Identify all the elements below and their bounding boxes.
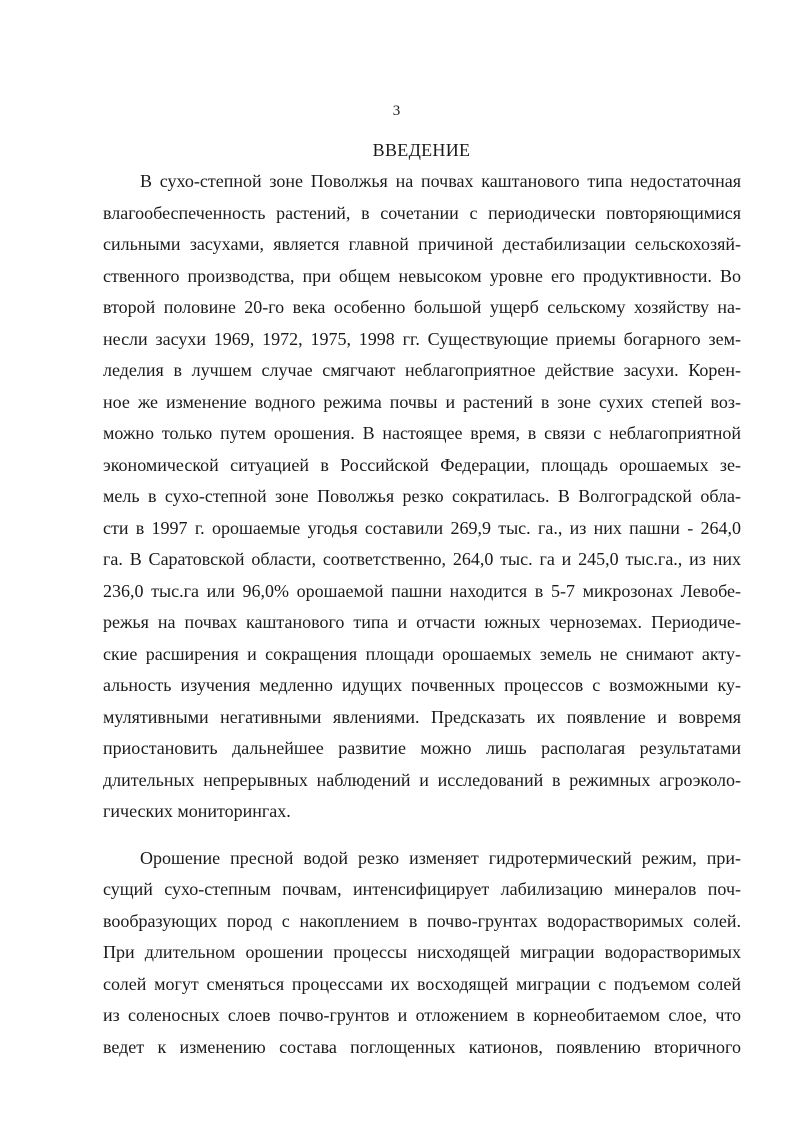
text-line: При длительном орошении процессы нисходящей миграции водорастворимых: [103, 942, 741, 962]
text-line: сильными засухами, является главной причиной дестабилизации сельскохозяй-: [103, 234, 741, 254]
text-line: леделия в лучшем случае смягчают неблагоприятное действие засухи. Корен-: [103, 360, 741, 380]
text-line: гических мониторингах.: [103, 801, 291, 821]
text-line: ведет к изменению состава поглощенных катионов, появлению вторичного: [103, 1036, 741, 1057]
paragraph-2: [103, 843, 741, 1064]
paragraph-1: [103, 166, 741, 828]
text-line: сущий сухо-степным почвам, интенсифицирует лабилизацию минералов поч-: [103, 879, 741, 899]
text-line: солей могут сменяться процессами их восходящей миграции с подъемом солей: [103, 973, 741, 994]
text-line: длительных непрерывных наблюдений и исследований в режимных агроэколо-: [103, 769, 741, 790]
text-line: второй половине 20-го века особенно большой ущерб сельскому хозяйству на-: [103, 297, 741, 317]
text-line: мель в сухо-степной зоне Поволжья резко сократилась. В Волгоградской обла-: [103, 486, 741, 506]
text-line: 236,0 тыс.га или 96,0% орошаемой пашни находится в 5-7 микрозонах Левобе-: [103, 580, 741, 601]
text-line: мулятивными негативными явлениями. Предсказать их появление и вовремя: [103, 706, 741, 727]
text-line: приостановить дальнейшее развитие можно лишь располагая результатами: [103, 738, 741, 758]
text-line: ственного производства, при общем невысоком уровне его продуктивности. Во: [103, 265, 741, 286]
text-line: несли засухи 1969, 1972, 1975, 1998 гг. Существующие приемы богарного зем-: [103, 328, 741, 349]
text-line: ские расширения и сокращения площади орошаемых земель не снимают акту-: [103, 643, 741, 664]
section-heading: ВВЕДЕНИЕ: [372, 140, 471, 160]
text-line: можно только путем орошения. В настоящее время, в связи с неблагоприятной: [103, 423, 741, 443]
text-line: вообразующих пород с накоплением в почво-грунтах водорастворимых солей.: [103, 910, 741, 931]
text-line: из соленосных слоев почво-грунтов и отложением в корнеобитаемом слое, что: [103, 1005, 741, 1025]
text-line: влагообеспеченность растений, в сочетании с периодически повторяющимися: [103, 202, 741, 223]
text-line: режья на почвах каштанового типа и отчасти южных черноземах. Периодиче-: [103, 612, 741, 632]
body-text: [103, 166, 741, 1063]
text-line: альность изучения медленно идущих почвенных процессов с возможными ку-: [103, 675, 741, 695]
text-line: экономической ситуацией в Российской Федерации, площадь орошаемых зе-: [103, 454, 741, 475]
page-number: 3: [392, 103, 401, 119]
text-line: сти в 1997 г. орошаемые угодья составили 269,9 тыс. га., из них пашни - 264,0: [103, 517, 741, 538]
text-line: ное же изменение водного режима почвы и растений в зоне сухих степей воз-: [103, 391, 741, 412]
text-line: Орошение пресной водой резко изменяет гидротермический режим, при-: [140, 847, 741, 868]
text-line: га. В Саратовской области, соответственно, 264,0 тыс. га и 245,0 тыс.га., из них: [103, 549, 741, 569]
text-line: В сухо-степной зоне Поволжья на почвах каштанового типа недостаточная: [140, 171, 741, 191]
paragraph-gap: [103, 828, 741, 843]
